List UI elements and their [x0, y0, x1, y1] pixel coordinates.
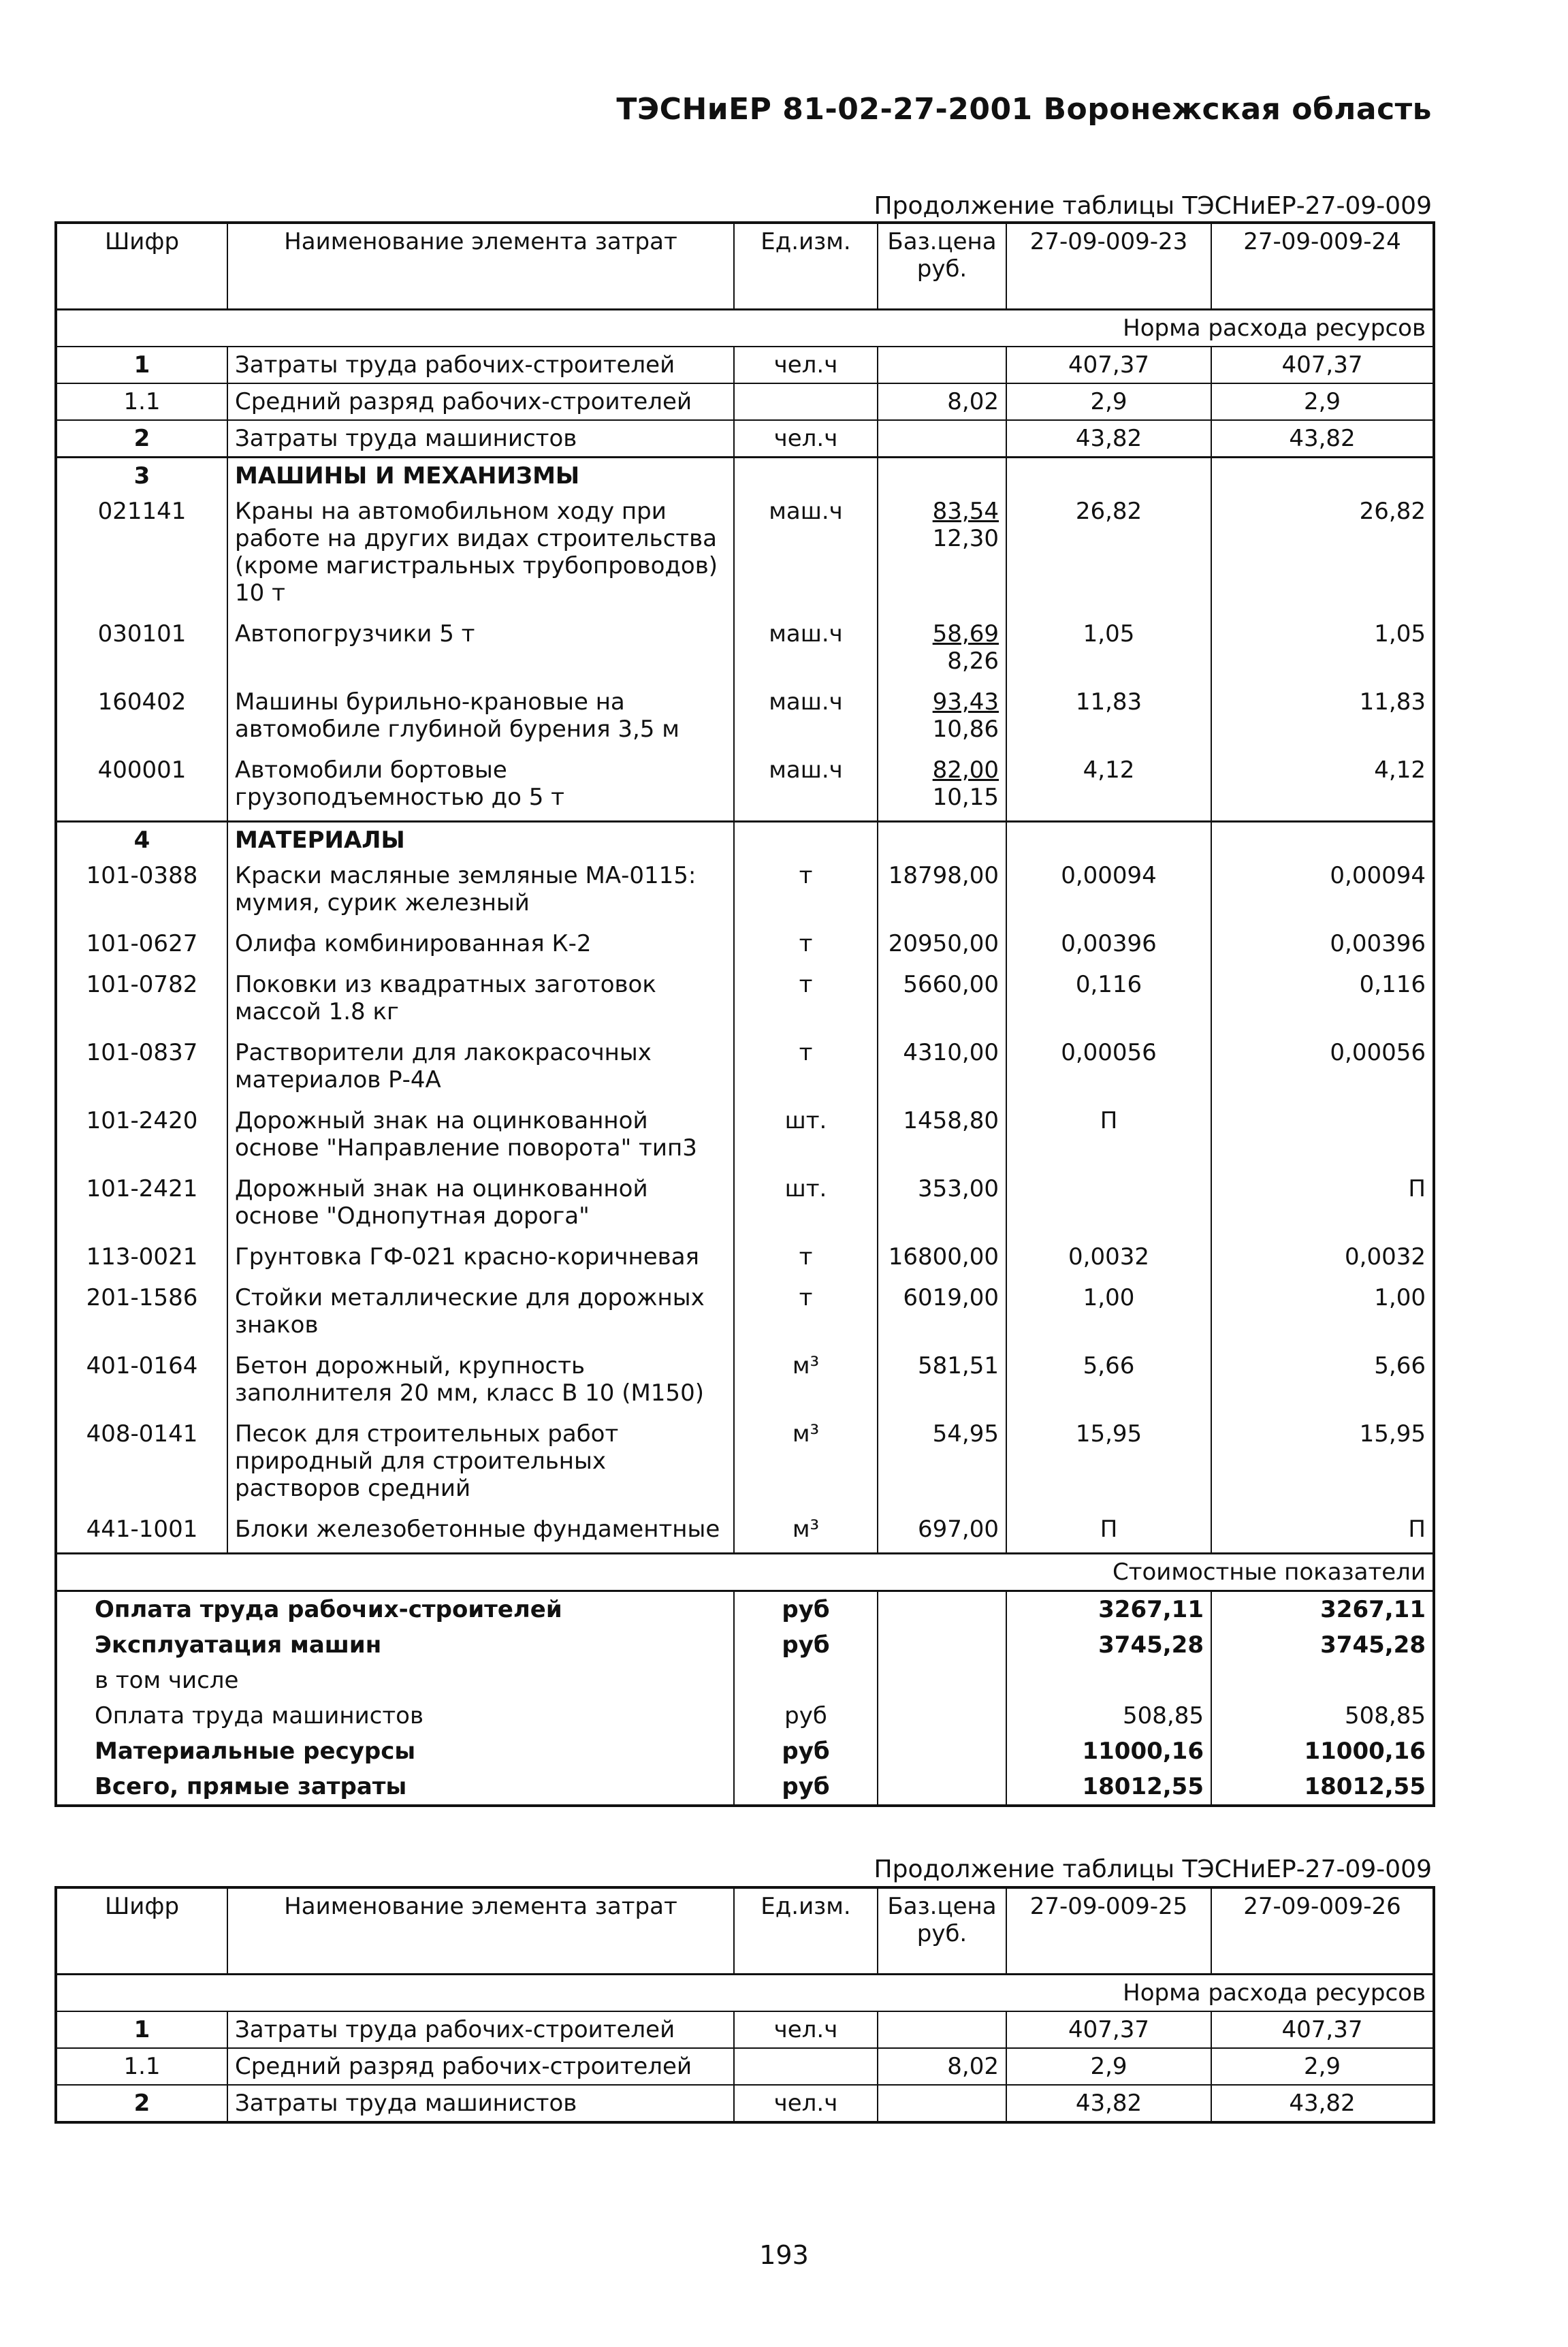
- row-value: 11,83: [1211, 684, 1434, 752]
- row-value: 1,05: [1211, 616, 1434, 684]
- row-value: 2,9: [1006, 383, 1211, 420]
- row-price: 6019,00: [878, 1280, 1006, 1348]
- row-price: 353,00: [878, 1171, 1006, 1239]
- row-value: П: [1006, 1512, 1211, 1554]
- row-name: Автомобили бортовые грузоподъемностью до 5 т: [227, 752, 734, 822]
- row-unit: чел.ч: [734, 347, 878, 383]
- row-price: 20950,00: [878, 926, 1006, 967]
- row-value: 26,82: [1211, 494, 1434, 616]
- operator-wage: 8,26: [947, 648, 999, 675]
- column-header: 27-09-009-26: [1243, 1893, 1401, 1920]
- row-value: 1,05: [1006, 616, 1211, 684]
- row-value: П: [1006, 1103, 1211, 1171]
- column-header: 27-09-009-25: [1006, 1887, 1211, 1975]
- group-name: МАТЕРИАЛЫ: [227, 822, 734, 859]
- column-header: Наименование элемента затрат: [227, 1887, 734, 1975]
- machine-price: 83,54: [932, 498, 999, 525]
- table-row: [56, 684, 1434, 752]
- cost-value: 3745,28: [1006, 1627, 1211, 1663]
- cost-unit: руб: [734, 1734, 878, 1769]
- column-header: Баз.цена руб.: [878, 1887, 1006, 1975]
- document-title: ТЭСНиЕР 81-02-27-2001 Воронежская область: [616, 92, 1432, 127]
- table-row: [56, 1171, 1434, 1239]
- operator-wage: 10,15: [932, 784, 999, 811]
- row-value: 15,95: [1211, 1416, 1434, 1512]
- row-name: Краны на автомобильном ходу при работе на других видах строительства (кроме магистральных трубопроводов) 10 т: [227, 494, 734, 616]
- cost-unit: руб: [734, 1627, 878, 1663]
- column-header: Шифр: [56, 1887, 227, 1975]
- table-row: [56, 616, 1434, 684]
- row-price: [878, 2085, 1006, 2122]
- cost-unit: [734, 1663, 878, 1698]
- row-value: 15,95: [1006, 1416, 1211, 1512]
- row-code: 2: [56, 420, 227, 458]
- row-value: 43,82: [1006, 420, 1211, 458]
- row-unit: маш.ч: [734, 616, 878, 684]
- row-code: 160402: [97, 688, 187, 716]
- row-value: 4,12: [1211, 752, 1434, 822]
- row-price: 697,00: [878, 1512, 1006, 1554]
- row-unit: маш.ч: [734, 684, 878, 752]
- machine-price: 82,00: [932, 756, 999, 784]
- row-value: 0,00094: [1006, 858, 1211, 926]
- row-value: 407,37: [1006, 2011, 1211, 2048]
- table-continuation-label: Продолжение таблицы ТЭСНиЕР-27-09-009: [874, 1855, 1432, 1883]
- table-row: [56, 967, 1434, 1035]
- empty-cell: [734, 458, 878, 494]
- row-price: [878, 752, 1006, 822]
- resource-norms-table-1: [54, 221, 1435, 1807]
- row-value: 4,12: [1006, 752, 1211, 822]
- row-code: 101-0837: [86, 1039, 198, 1066]
- row-unit: шт.: [734, 1103, 878, 1171]
- cost-row: [56, 1591, 1434, 1628]
- cost-value: 508,85: [1006, 1698, 1211, 1734]
- row-name: Краски масляные земляные МА-0115: мумия, сурик железный: [227, 858, 734, 926]
- row-name: Затраты труда рабочих-строителей: [227, 2011, 734, 2048]
- cost-label: в том числе: [95, 1667, 239, 1694]
- row-name: Стойки металлические для дорожных знаков: [227, 1280, 734, 1348]
- section-title: Стоимостные показатели: [56, 1554, 1434, 1591]
- section-title-row: [56, 310, 1434, 347]
- table-row: [56, 2085, 1434, 2122]
- operator-wage: 12,30: [932, 525, 999, 552]
- row-value: 0,00056: [1006, 1035, 1211, 1103]
- row-unit: т: [734, 967, 878, 1035]
- row-value: 43,82: [1006, 2085, 1211, 2122]
- empty-cell: [878, 1698, 1006, 1734]
- empty-cell: [878, 1591, 1006, 1628]
- cost-row: [56, 1627, 1434, 1663]
- cost-value: 18012,55: [1006, 1769, 1211, 1806]
- group-header-row: [56, 458, 1434, 494]
- row-name: Затраты труда машинистов: [227, 420, 734, 458]
- table-row: [56, 2048, 1434, 2085]
- row-value: 407,37: [1211, 347, 1434, 383]
- row-unit: маш.ч: [734, 494, 878, 616]
- row-unit: [734, 383, 878, 420]
- row-price: 1458,80: [878, 1103, 1006, 1171]
- resource-norms-table-2: [54, 1886, 1435, 2124]
- cost-unit: руб: [734, 1769, 878, 1806]
- machine-price: 58,69: [932, 620, 999, 648]
- row-value: 26,82: [1006, 494, 1211, 616]
- row-value: 1,00: [1006, 1280, 1211, 1348]
- column-header: Наименование элемента затрат: [227, 223, 734, 310]
- table-row: [56, 926, 1434, 967]
- table-row: [56, 347, 1434, 383]
- table-row: [56, 858, 1434, 926]
- cost-value: 3267,11: [1211, 1591, 1434, 1628]
- row-value: П: [1211, 1512, 1434, 1554]
- empty-cell: [1211, 822, 1434, 859]
- row-value: 2,9: [1006, 2048, 1211, 2085]
- table-row: [56, 420, 1434, 458]
- table-header-row: [56, 1887, 1434, 1975]
- table-row: [56, 1512, 1434, 1554]
- page-number: 193: [759, 2240, 809, 2270]
- row-unit: т: [734, 1280, 878, 1348]
- machine-price: 93,43: [932, 688, 999, 716]
- row-price: [878, 347, 1006, 383]
- row-code: 201-1586: [86, 1284, 198, 1311]
- row-name: Бетон дорожный, крупность заполнителя 20 мм, класс В 10 (М150): [227, 1348, 734, 1416]
- row-value: 0,00094: [1211, 858, 1434, 926]
- row-unit: маш.ч: [734, 752, 878, 822]
- group-name: МАШИНЫ И МЕХАНИЗМЫ: [227, 458, 734, 494]
- row-name: Машины бурильно-крановые на автомобиле глубиной бурения 3,5 м: [227, 684, 734, 752]
- table-row: [56, 1239, 1434, 1280]
- empty-cell: [878, 458, 1006, 494]
- section-title: Норма расхода ресурсов: [56, 1975, 1434, 2012]
- row-value: 407,37: [1211, 2011, 1434, 2048]
- cost-label: Оплата труда рабочих-строителей: [56, 1591, 734, 1628]
- row-unit: м³: [734, 1512, 878, 1554]
- row-name: Блоки железобетонные фундаментные: [227, 1512, 734, 1554]
- row-value: [1006, 1171, 1211, 1239]
- row-code: 113-0021: [86, 1243, 198, 1271]
- cost-row: [56, 1769, 1434, 1806]
- row-name: Дорожный знак на оцинкованной основе "Однопутная дорога": [227, 1171, 734, 1239]
- row-unit: т: [734, 1035, 878, 1103]
- column-header: Шифр: [56, 223, 227, 310]
- cost-row: [56, 1734, 1434, 1769]
- row-unit: чел.ч: [734, 2085, 878, 2122]
- cost-label: Материальные ресурсы: [95, 1738, 416, 1765]
- table-row: [56, 1280, 1434, 1348]
- empty-cell: [1006, 822, 1211, 859]
- row-value: 5,66: [1006, 1348, 1211, 1416]
- cost-value: 11000,16: [1211, 1734, 1434, 1769]
- column-header: Баз.цена руб.: [878, 223, 1006, 310]
- row-value: [1211, 1103, 1434, 1171]
- table-header-row: [56, 223, 1434, 310]
- row-unit: [734, 2048, 878, 2085]
- group-header-row: [56, 822, 1434, 859]
- row-code: 1.1: [56, 2048, 227, 2085]
- row-code: 401-0164: [86, 1352, 198, 1379]
- row-unit: чел.ч: [734, 2011, 878, 2048]
- empty-cell: [878, 822, 1006, 859]
- empty-cell: [1006, 458, 1211, 494]
- row-value: 0,00396: [1006, 926, 1211, 967]
- row-code: 101-0627: [86, 930, 198, 957]
- row-unit: чел.ч: [734, 420, 878, 458]
- cost-value: 3745,28: [1211, 1627, 1434, 1663]
- row-value: П: [1211, 1171, 1434, 1239]
- row-name: Затраты труда машинистов: [227, 2085, 734, 2122]
- row-price: 54,95: [878, 1416, 1006, 1512]
- row-unit: т: [734, 926, 878, 967]
- cost-row: [56, 1663, 1434, 1698]
- row-code: 021141: [97, 498, 187, 525]
- cost-value: 508,85: [1211, 1698, 1434, 1734]
- row-name: Затраты труда рабочих-строителей: [227, 347, 734, 383]
- row-price: [878, 2011, 1006, 2048]
- table-row: [56, 494, 1434, 616]
- row-value: 0,116: [1006, 967, 1211, 1035]
- row-name: Средний разряд рабочих-строителей: [227, 2048, 734, 2085]
- row-price: 16800,00: [878, 1239, 1006, 1280]
- row-unit: м³: [734, 1416, 878, 1512]
- row-value: 407,37: [1006, 347, 1211, 383]
- row-code: 1.1: [56, 383, 227, 420]
- row-code: 1: [56, 347, 227, 383]
- empty-cell: [734, 822, 878, 859]
- row-code: 101-0388: [86, 862, 198, 889]
- row-name: Олифа комбинированная К-2: [227, 926, 734, 967]
- row-value: 1,00: [1211, 1280, 1434, 1348]
- column-header: 27-09-009-24: [1243, 228, 1401, 255]
- row-code: 408-0141: [86, 1420, 198, 1448]
- group-code: 3: [56, 458, 227, 494]
- cost-value: 18012,55: [1211, 1769, 1434, 1806]
- row-value: 2,9: [1211, 2048, 1434, 2085]
- cost-value: 11000,16: [1006, 1734, 1211, 1769]
- empty-cell: [878, 1769, 1006, 1806]
- row-price: [878, 494, 1006, 616]
- row-value: 2,9: [1211, 383, 1434, 420]
- row-unit: т: [734, 858, 878, 926]
- row-name: Растворители для лакокрасочных материалов Р-4А: [227, 1035, 734, 1103]
- table-row: [56, 1348, 1434, 1416]
- row-code: 030101: [97, 620, 187, 648]
- row-code: 400001: [97, 756, 187, 784]
- section-title: Норма расхода ресурсов: [56, 310, 1434, 347]
- table-continuation-label: Продолжение таблицы ТЭСНиЕР-27-09-009: [874, 192, 1432, 220]
- row-price: [878, 420, 1006, 458]
- row-unit: шт.: [734, 1171, 878, 1239]
- cost-value: 3267,11: [1006, 1591, 1211, 1628]
- section-title-row: [56, 1554, 1434, 1591]
- row-code: 101-2421: [86, 1175, 198, 1202]
- cost-label: Эксплуатация машин: [95, 1631, 382, 1659]
- row-price: 8,02: [878, 383, 1006, 420]
- row-price: [878, 616, 1006, 684]
- row-code: 2: [56, 2085, 227, 2122]
- table-row: [56, 1035, 1434, 1103]
- empty-cell: [1211, 458, 1434, 494]
- row-price: 8,02: [878, 2048, 1006, 2085]
- row-price: 581,51: [878, 1348, 1006, 1416]
- row-price: 18798,00: [878, 858, 1006, 926]
- cost-value: [1006, 1663, 1211, 1698]
- cost-unit: руб: [734, 1698, 878, 1734]
- row-name: Поковки из квадратных заготовок массой 1.8 кг: [227, 967, 734, 1035]
- row-code: 441-1001: [86, 1516, 198, 1543]
- row-name: Автопогрузчики 5 т: [227, 616, 734, 684]
- row-unit: м³: [734, 1348, 878, 1416]
- row-name: Песок для строительных работ природный для строительных растворов средний: [227, 1416, 734, 1512]
- row-code: 101-2420: [86, 1107, 198, 1134]
- row-unit: т: [734, 1239, 878, 1280]
- row-value: 0,0032: [1211, 1239, 1434, 1280]
- column-header: Ед.изм.: [734, 223, 878, 310]
- row-value: 43,82: [1211, 2085, 1434, 2122]
- column-header: Ед.изм.: [734, 1887, 878, 1975]
- cost-unit: руб: [734, 1591, 878, 1628]
- row-name: Грунтовка ГФ-021 красно-коричневая: [227, 1239, 734, 1280]
- row-price: 5660,00: [878, 967, 1006, 1035]
- operator-wage: 10,86: [932, 716, 999, 743]
- row-value: 0,0032: [1006, 1239, 1211, 1280]
- row-value: 0,00396: [1211, 926, 1434, 967]
- cost-label: Оплата труда машинистов: [95, 1702, 424, 1729]
- cost-label: Всего, прямые затраты: [95, 1773, 407, 1800]
- column-header: 27-09-009-23: [1006, 223, 1211, 310]
- empty-cell: [878, 1663, 1006, 1698]
- row-code: 1: [56, 2011, 227, 2048]
- row-name: Дорожный знак на оцинкованной основе "Направление поворота" тип3: [227, 1103, 734, 1171]
- row-name: Средний разряд рабочих-строителей: [227, 383, 734, 420]
- table-row: [56, 1103, 1434, 1171]
- row-price: [878, 684, 1006, 752]
- row-value: 0,00056: [1211, 1035, 1434, 1103]
- table-row: [56, 752, 1434, 822]
- table-row: [56, 1416, 1434, 1512]
- cost-row: [56, 1698, 1434, 1734]
- row-price: 4310,00: [878, 1035, 1006, 1103]
- row-value: 11,83: [1006, 684, 1211, 752]
- group-code: 4: [56, 822, 227, 859]
- row-value: 43,82: [1211, 420, 1434, 458]
- section-title-row: [56, 1975, 1434, 2012]
- empty-cell: [878, 1627, 1006, 1663]
- row-value: 0,116: [1211, 967, 1434, 1035]
- table-row: [56, 383, 1434, 420]
- row-value: 5,66: [1211, 1348, 1434, 1416]
- empty-cell: [878, 1734, 1006, 1769]
- cost-value: [1211, 1663, 1434, 1698]
- row-code: 101-0782: [86, 971, 198, 998]
- table-row: [56, 2011, 1434, 2048]
